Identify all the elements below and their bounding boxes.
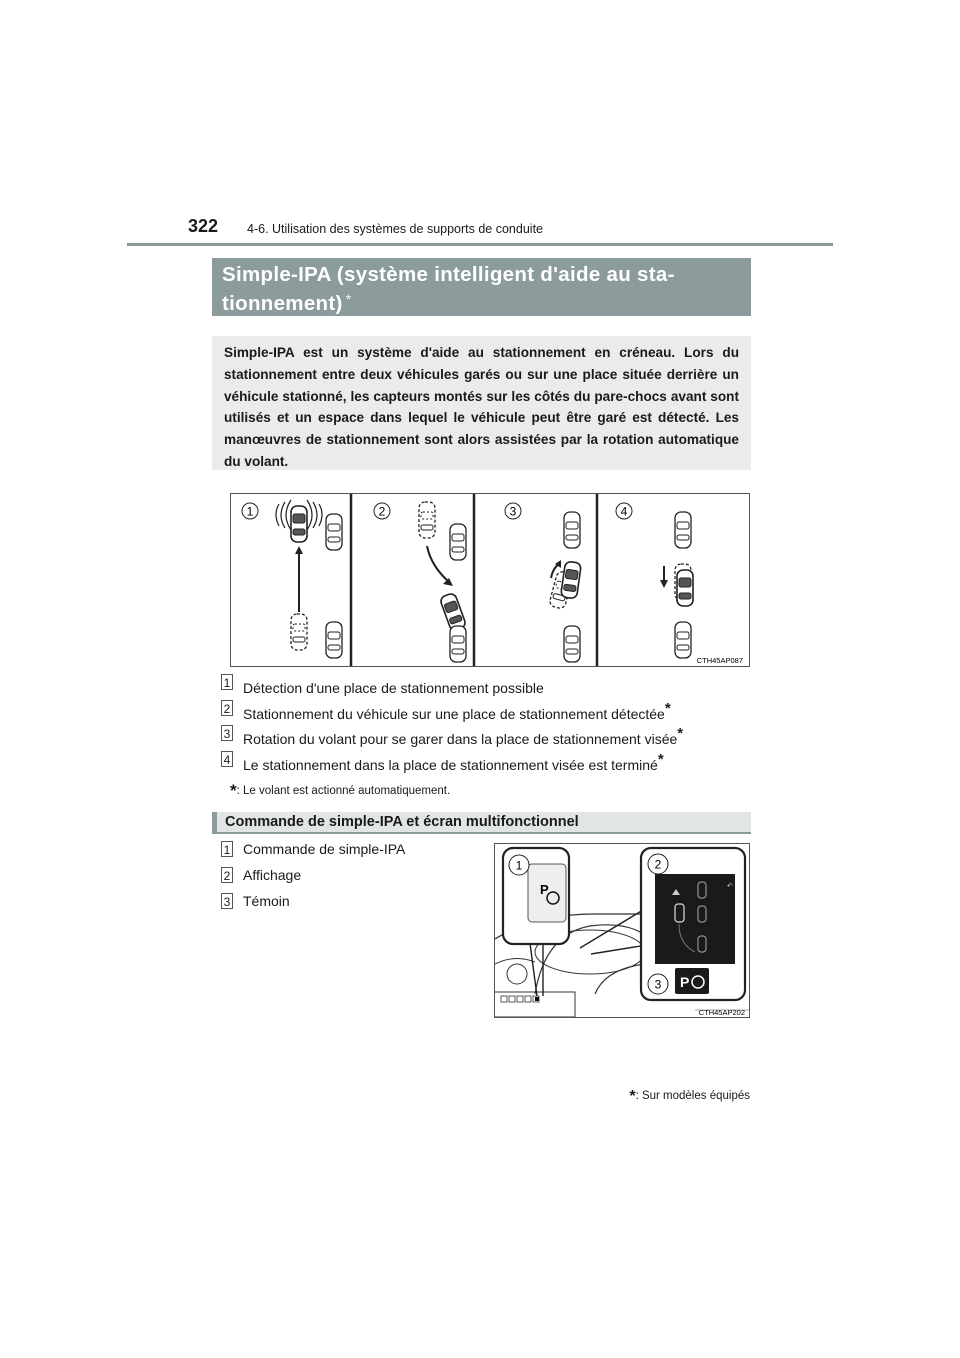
dashboard-svg [495,844,749,1017]
item-number: 2 [221,867,233,883]
callout-number-3: 3 [654,977,662,992]
item-text: Affichage [243,867,302,883]
step-label: Rotation du volant pour se garer dans la place de stationnement visée [243,731,678,747]
step-label: Stationnement du véhicule sur une place de stationnement détectée [243,706,665,722]
panel-number-4: 4 [620,504,628,519]
chapter-title: 4-6. Utilisation des systèmes de supports de conduite [247,222,543,236]
page-footnote-text: : Sur modèles équipés [635,1090,750,1102]
step-star: * [677,725,684,742]
page-footnote-star: * [629,1088,636,1105]
switch-bank [501,996,539,1002]
indicator-letter: P [680,974,690,990]
panel-number-3: 3 [509,504,517,519]
footnote [230,781,450,801]
step-number: 1 [221,674,233,690]
panel-1 [242,500,342,658]
step-number: 3 [221,725,233,741]
section-title-line2-wrap [222,287,741,316]
figure-code: CTH45AP087 [696,656,743,665]
step-text [243,751,664,773]
section-title [212,258,751,316]
parking-steps-illustration [230,493,750,667]
figure-code: CTH45AP202 [698,1008,745,1017]
panel-3 [505,503,581,662]
return-icon: ↶ [727,883,733,890]
item-number: 3 [221,893,233,909]
item-number: 1 [221,841,233,857]
item-text: Témoin [243,893,290,909]
step-number: 2 [221,700,233,716]
section-title-line1: Simple-IPA (système intelligent d'aide au sta- [222,263,675,286]
callout-number-2: 2 [654,857,662,872]
panel-2 [374,502,467,662]
panel-4 [616,503,693,658]
panel-number-2: 2 [378,504,386,519]
page-number: 322 [188,216,219,236]
step-text [243,725,683,747]
panel-number-1: 1 [246,504,254,519]
step-text [243,700,671,722]
step-number: 4 [221,751,233,767]
section-title-star: * [345,291,352,307]
page-footnote [629,1088,750,1106]
dashboard-illustration [494,843,750,1018]
step-star: * [657,751,664,768]
parking-steps-svg [231,494,749,666]
callout-number-1: 1 [515,858,523,873]
step-star: * [664,700,671,717]
section-title-line2: tionnement) [222,292,343,315]
item-text: Commande de simple-IPA [243,841,406,857]
footnote-text: : Le volant est actionné automatiquement. [236,785,451,797]
footnote-star: * [230,781,237,800]
step-text [243,674,544,696]
ipa-switch-letter: P [540,882,549,897]
intro-text: Simple-IPA est un système d'aide au stationnement en créneau. Lors du stationnement entre deux véhicules garés ou sur une place située derrière un véhicule stationné, les capteurs montés sur les côtés du pare-chocs avant sont utilisés et un espace dans lequel le véhicule peut être garé est détecté. Les manœuvres de stationnement sont alors assistées par la rotation automatique du volant. [212,336,751,470]
header-rule [127,243,833,246]
step-label: Le stationnement dans la place de stationnement visée est terminé [243,757,658,773]
subsection-title: Commande de simple-IPA et écran multifonctionnel [212,812,751,834]
step-label: Détection d'une place de stationnement possible [243,680,544,696]
